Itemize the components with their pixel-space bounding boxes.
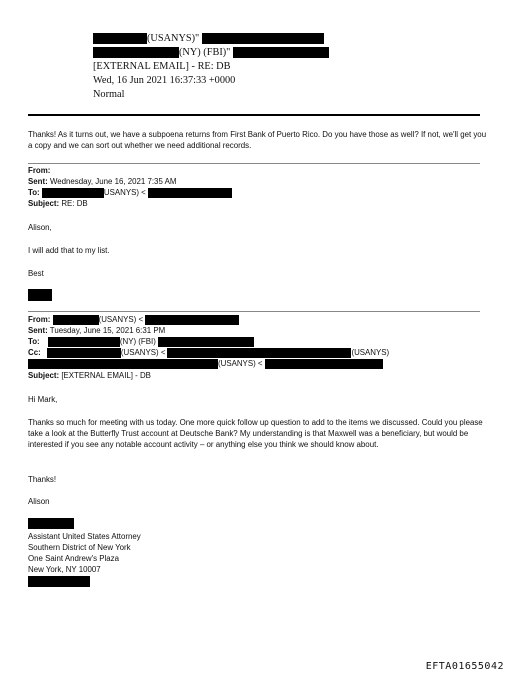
signature-address-line2: New York, NY 10007 [28,565,101,574]
header-date-value: Wed, 16 Jun 2021 16:37:33 +0000 [93,75,236,86]
msg2-cc-line2-suffix: (USANYS) < [218,359,263,368]
redaction-block [265,359,383,369]
redaction-block [47,348,121,358]
msg2-signoff: Alison [28,497,50,506]
msg1-body: I will add that to my list. [28,246,110,255]
redaction-block [158,337,254,347]
msg2-from-suffix: (USANYS) < [98,315,144,324]
redaction-block [28,289,52,301]
msg2-cc-suffix1: (USANYS) < [120,348,166,357]
document-id-stamp: EFTA01655042 [425,661,504,672]
msg2-from-label: From: [28,315,51,324]
msg2-sent-label: Sent: [28,326,48,335]
redaction-block [28,576,90,587]
msg1-subject-row [28,198,88,209]
msg2-subject-row [28,370,151,381]
msg2-subject-label: Subject: [28,371,60,380]
message1-divider [28,163,480,164]
msg1-greeting: Alison, [28,223,52,232]
header-from-suffix: (USANYS)" [147,33,200,44]
redaction-block [167,348,351,358]
msg1-from-label: From: [28,166,51,175]
msg2-to-label: To: [28,337,40,346]
redaction-block [148,188,232,198]
msg1-sent-value: Wednesday, June 16, 2021 7:35 AM [49,177,177,186]
header-importance-value: Normal [93,89,125,100]
redaction-block [93,47,179,58]
header-divider [28,114,480,116]
msg2-cc-label: Cc: [28,348,41,357]
msg1-subject-value: RE: DB [61,199,88,208]
redaction-block [28,359,218,369]
msg1-sent-label: Sent: [28,177,48,186]
redaction-block [42,188,104,198]
msg1-to-suffix: USANYS) < [103,188,146,197]
signature-address-line1: One Saint Andrew's Plaza [28,554,119,563]
msg2-body: Thanks so much for meeting with us today. One more quick follow up question to add to the items we discussed. Could you please take a look at the Butterfly Trust account at Deutsche Bank? My understanding is that Maxwell was a beneficiary, but would be interested if you see any notable account activity – or anything else you think we should know about. [28,418,483,450]
msg2-cc-suffix2: (USANYS) [351,348,390,357]
msg2-from-row [28,314,239,325]
top-message-body: Thanks! As it turns out, we have a subpoena returns from First Bank of Puerto Rico. Do you have those as well? If not, we'll get you a copy and we can sort out whether we need additional records. [28,130,487,151]
msg2-to-suffix: (NY) (FBI) [119,337,156,346]
msg1-to-label: To: [28,188,40,197]
msg1-to-row [28,187,232,198]
redaction-block [48,337,120,347]
msg2-sent-value: Tuesday, June 15, 2021 6:31 PM [49,326,166,335]
signature-office: Southern District of New York [28,543,131,552]
redaction-block [145,315,239,325]
msg2-sent-row [28,325,165,336]
msg2-cc-row [28,347,389,358]
msg1-from-row [28,165,50,176]
msg2-subject-value: [EXTERNAL EMAIL] - DB [61,371,151,380]
redaction-block [93,33,147,44]
header-subject-value: [EXTERNAL EMAIL] - RE: DB [93,61,231,72]
redaction-block [28,518,74,529]
msg1-subject-label: Subject: [28,199,60,208]
msg2-cc-row-continued [28,358,383,369]
redaction-block [53,315,99,325]
redaction-block [202,33,324,44]
signature-title: Assistant United States Attorney [28,532,141,541]
header-to-suffix: (NY) (FBI)" [179,47,231,58]
msg2-thanks: Thanks! [28,475,57,484]
message2-divider [28,311,480,312]
msg2-to-row [28,336,254,347]
msg1-sent-row [28,176,176,187]
msg1-closing: Best [28,269,44,278]
redaction-block [233,47,329,58]
msg2-greeting: Hi Mark, [28,395,58,404]
